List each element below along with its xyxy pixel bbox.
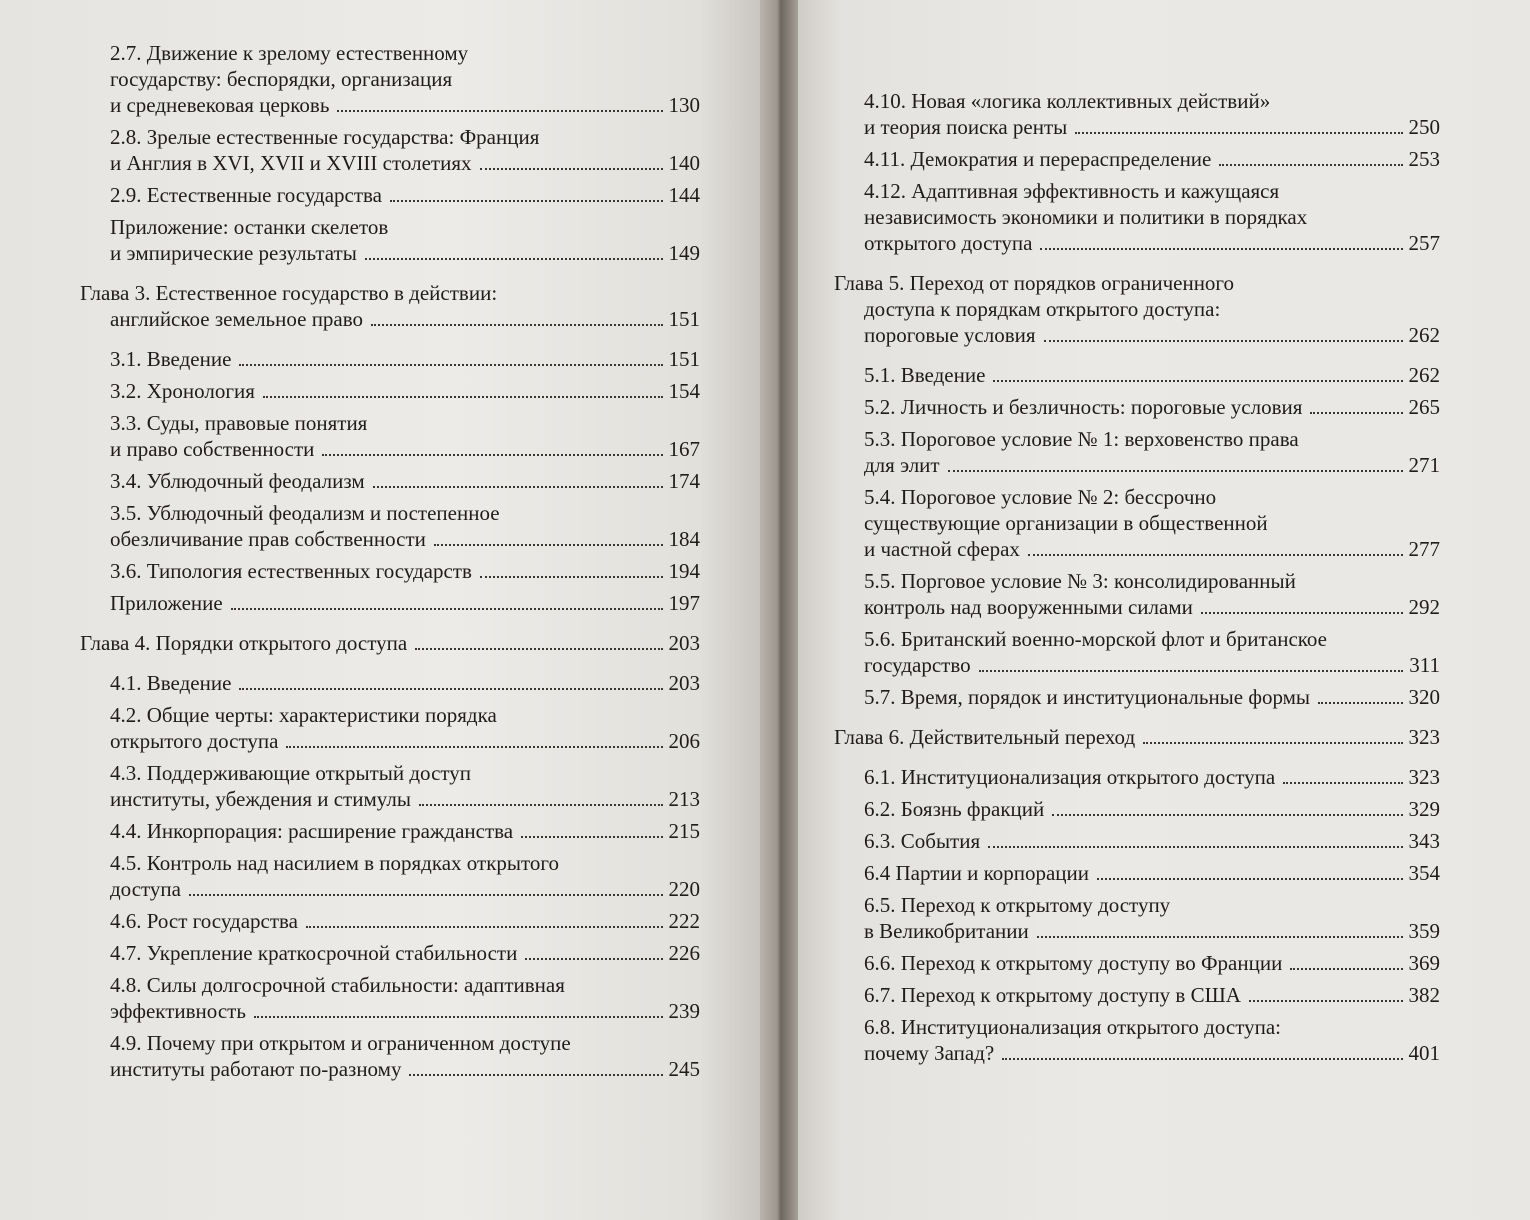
entry-title-line: 3.5. Ублюдочный феодализм и постепенное <box>110 501 500 525</box>
entry-last-line <box>80 306 700 332</box>
toc-section-entry <box>80 702 700 754</box>
page-number: 140 <box>668 151 700 175</box>
entry-title-line: и Англия в XVI, XVII и XVIII столетиях <box>110 151 472 175</box>
entry-title-line: открытого доступа <box>110 729 279 753</box>
entry-last-line <box>110 908 700 934</box>
entry-title-line: 6.4 Партии и корпорации <box>864 861 1090 885</box>
entry-last-line <box>864 594 1440 620</box>
entry-title-line: 6.2. Боязнь фракций <box>864 797 1045 821</box>
entry-title-line: 5.1. Введение <box>864 363 986 387</box>
page-number: 245 <box>668 1057 700 1081</box>
entry-title-line: 3.1. Введение <box>110 347 232 371</box>
entry-title-line: 6.7. Переход к открытому доступу в США <box>864 983 1241 1007</box>
page-number: 265 <box>1408 395 1440 419</box>
entry-last-line <box>110 940 700 966</box>
toc-section-entry <box>834 796 1440 822</box>
toc-section-entry <box>80 670 700 696</box>
toc-section-entry <box>834 684 1440 710</box>
toc-section-entry <box>834 88 1440 140</box>
entry-title-line: 5.5. Порговое условие № 3: консолидированный <box>864 569 1296 593</box>
page-number: 154 <box>668 379 700 403</box>
toc-section-entry <box>80 558 700 584</box>
page-number: 262 <box>1408 363 1440 387</box>
dot-leader <box>1283 782 1402 784</box>
entry-last-line <box>110 1056 700 1082</box>
entry-last-line <box>864 452 1440 478</box>
entry-title-line: 4.3. Поддерживающие открытый доступ <box>110 761 472 785</box>
page-number: 206 <box>668 729 700 753</box>
toc-section-entry <box>834 178 1440 256</box>
page-number: 222 <box>668 909 700 933</box>
entry-title-line: 2.7. Движение к зрелому естественному <box>110 41 469 65</box>
entry-title-line: государство <box>864 653 971 677</box>
entry-title-line: 6.3. События <box>864 829 981 853</box>
entry-title-line: 3.4. Ублюдочный феодализм <box>110 469 365 493</box>
entry-last-line <box>110 468 700 494</box>
dot-leader <box>419 804 663 806</box>
entry-last-line <box>864 114 1440 140</box>
entry-last-line <box>864 394 1440 420</box>
toc-section-entry <box>80 378 700 404</box>
page-number: 271 <box>1408 453 1440 477</box>
entry-last-line <box>110 670 700 696</box>
page-number: 329 <box>1408 797 1440 821</box>
dot-leader <box>239 364 662 366</box>
dot-leader <box>231 608 663 610</box>
toc-section-entry <box>834 568 1440 620</box>
toc-section-entry <box>834 764 1440 790</box>
page-number: 359 <box>1408 919 1440 943</box>
entry-title-line: 4.11. Демократия и перераспределение <box>864 147 1212 171</box>
entry-last-line <box>864 828 1440 854</box>
entry-title-line: Глава 6. Действительный переход <box>834 725 1136 749</box>
entry-last-line <box>110 378 700 404</box>
entry-last-line <box>834 724 1440 750</box>
entry-last-line <box>864 146 1440 172</box>
dot-leader <box>409 1074 662 1076</box>
page-number: 257 <box>1408 231 1440 255</box>
entry-title-line: 3.6. Типология естественных государств <box>110 559 472 583</box>
entry-last-line <box>80 630 700 656</box>
entry-title-line: и средневековая церковь <box>110 93 330 117</box>
dot-leader <box>306 926 663 928</box>
entry-title-line: и эмпирические результаты <box>110 241 357 265</box>
entry-title-line: государству: беспорядки, организация <box>110 67 453 91</box>
toc-section-entry <box>834 860 1440 886</box>
entry-title-line: доступа <box>110 877 181 901</box>
toc-section-entry <box>80 468 700 494</box>
entry-last-line <box>110 526 700 552</box>
page-number: 213 <box>668 787 700 811</box>
toc-section-entry <box>834 362 1440 388</box>
dot-leader <box>1143 742 1402 744</box>
toc-section-entry <box>834 484 1440 562</box>
entry-title-line: 5.7. Время, порядок и институциональные формы <box>864 685 1311 709</box>
toc-section-entry <box>80 1030 700 1082</box>
entry-title-line: 6.8. Институционализация открытого доступа: <box>864 1015 1282 1039</box>
page-number: 167 <box>668 437 700 461</box>
entry-title-line: для элит <box>864 453 940 477</box>
entry-title-line: институты работают по-разному <box>110 1057 402 1081</box>
dot-leader <box>1310 412 1402 414</box>
dot-leader <box>415 648 662 650</box>
dot-leader <box>1052 814 1402 816</box>
entry-last-line <box>864 918 1440 944</box>
page-number: 262 <box>1408 323 1440 347</box>
page-number: 197 <box>668 591 700 615</box>
toc-section-entry <box>834 626 1440 678</box>
toc-section-entry <box>834 426 1440 478</box>
page-number: 292 <box>1408 595 1440 619</box>
entry-title-line: обезличивание прав собственности <box>110 527 426 551</box>
entry-title-line: 5.6. Британский военно-морской флот и британское <box>864 627 1327 651</box>
dot-leader <box>390 200 663 202</box>
entry-title-line: 2.8. Зрелые естественные государства: Франция <box>110 125 540 149</box>
dot-leader <box>1249 1000 1403 1002</box>
entry-last-line <box>864 982 1440 1008</box>
book-gutter <box>760 0 798 1220</box>
toc-chapter-entry <box>834 724 1440 750</box>
entry-title-line: 2.9. Естественные государства <box>110 183 382 207</box>
entry-title-line: эффективность <box>110 999 246 1023</box>
dot-leader <box>480 168 663 170</box>
page-number: 239 <box>668 999 700 1023</box>
page-number: 401 <box>1408 1041 1440 1065</box>
toc-section-entry <box>80 590 700 616</box>
dot-leader <box>948 470 1403 472</box>
entry-last-line <box>864 536 1440 562</box>
dot-leader <box>263 396 663 398</box>
toc-chapter-entry <box>80 280 700 332</box>
entry-last-line <box>110 436 700 462</box>
toc-section-entry <box>80 818 700 844</box>
toc-section-entry <box>80 500 700 552</box>
page-number: 149 <box>668 241 700 265</box>
page-number: 323 <box>1408 765 1440 789</box>
dot-leader <box>1318 702 1402 704</box>
toc-section-entry <box>80 972 700 1024</box>
page-number: 215 <box>668 819 700 843</box>
entry-last-line <box>110 876 700 902</box>
entry-title-line: 6.5. Переход к открытому доступу <box>864 893 1171 917</box>
dot-leader <box>365 258 663 260</box>
toc-chapter-entry <box>834 270 1440 348</box>
toc-section-entry <box>80 760 700 812</box>
toc-chapter-entry <box>80 630 700 656</box>
entry-last-line <box>110 590 700 616</box>
dot-leader <box>286 746 662 748</box>
entry-title-line: и право собственности <box>110 437 315 461</box>
entry-title-line: 4.2. Общие черты: характеристики порядка <box>110 703 497 727</box>
entry-title-line: английское земельное право <box>110 307 364 331</box>
entry-last-line <box>110 240 700 266</box>
toc-section-entry <box>834 950 1440 976</box>
entry-title-line: 4.5. Контроль над насилием в порядках открытого <box>110 851 560 875</box>
entry-title-line: 4.7. Укрепление краткосрочной стабильности <box>110 941 518 965</box>
entry-last-line <box>110 818 700 844</box>
page-number: 369 <box>1408 951 1440 975</box>
page-number: 311 <box>1409 653 1440 677</box>
dot-leader <box>1075 132 1402 134</box>
entry-title-line: контроль над вооруженными силами <box>864 595 1193 619</box>
entry-title-line: доступа к порядкам открытого доступа: <box>864 297 1221 321</box>
dot-leader <box>373 486 663 488</box>
entry-title-line: пороговые условия <box>864 323 1036 347</box>
page-number: 343 <box>1408 829 1440 853</box>
toc-section-entry <box>80 214 700 266</box>
dot-leader <box>1097 878 1402 880</box>
dot-leader <box>988 846 1402 848</box>
entry-title-line: 4.9. Почему при открытом и ограниченном доступе <box>110 1031 571 1055</box>
right-page <box>798 0 1530 1220</box>
toc-section-entry <box>80 40 700 118</box>
toc-section-entry <box>834 828 1440 854</box>
dot-leader <box>1028 554 1403 556</box>
dot-leader <box>480 576 663 578</box>
entry-last-line <box>110 558 700 584</box>
entry-title-line: и теория поиска ренты <box>864 115 1068 139</box>
page-number: 151 <box>668 307 700 331</box>
page-number: 203 <box>668 631 700 655</box>
dot-leader <box>993 380 1402 382</box>
entry-last-line <box>110 728 700 754</box>
entry-last-line <box>864 652 1440 678</box>
toc-section-entry <box>834 146 1440 172</box>
entry-title-line: Глава 5. Переход от порядков ограниченного <box>834 271 1235 295</box>
page-number: 184 <box>668 527 700 551</box>
dot-leader <box>254 1016 663 1018</box>
entry-title-line: почему Запад? <box>864 1041 995 1065</box>
entry-title-line: 4.4. Инкорпорация: расширение гражданства <box>110 819 514 843</box>
dot-leader <box>322 454 662 456</box>
page-number: 382 <box>1408 983 1440 1007</box>
entry-last-line <box>110 346 700 372</box>
entry-last-line <box>110 786 700 812</box>
toc-section-entry <box>80 850 700 902</box>
entry-title-line: существующие организации в общественной <box>864 511 1268 535</box>
entry-last-line <box>110 92 700 118</box>
page-number: 277 <box>1408 537 1440 561</box>
page-number: 250 <box>1408 115 1440 139</box>
page-number: 130 <box>668 93 700 117</box>
toc-list-right <box>834 88 1440 1066</box>
toc-section-entry <box>80 940 700 966</box>
dot-leader <box>434 544 663 546</box>
dot-leader <box>371 324 662 326</box>
dot-leader <box>1201 612 1403 614</box>
toc-section-entry <box>80 124 700 176</box>
page-number: 203 <box>668 671 700 695</box>
entry-title-line: Приложение: останки скелетов <box>110 215 389 239</box>
page-number: 323 <box>1408 725 1440 749</box>
entry-title-line: 4.10. Новая «логика коллективных действий» <box>864 89 1271 113</box>
entry-last-line <box>864 860 1440 886</box>
dot-leader <box>1219 164 1402 166</box>
dot-leader <box>1290 968 1402 970</box>
toc-section-entry <box>80 346 700 372</box>
entry-last-line <box>864 684 1440 710</box>
dot-leader <box>1037 936 1403 938</box>
dot-leader <box>189 894 663 896</box>
toc-list-left <box>80 40 700 1082</box>
entry-last-line <box>864 950 1440 976</box>
toc-section-entry <box>80 908 700 934</box>
entry-title-line: 6.1. Институционализация открытого доступа <box>864 765 1276 789</box>
dot-leader <box>337 110 662 112</box>
entry-title-line: Приложение <box>110 591 223 615</box>
left-page <box>0 0 760 1220</box>
dot-leader <box>521 836 662 838</box>
entry-last-line <box>110 182 700 208</box>
entry-last-line <box>864 796 1440 822</box>
entry-last-line <box>864 764 1440 790</box>
entry-title-line: 4.6. Рост государства <box>110 909 298 933</box>
entry-title-line: 3.3. Суды, правовые понятия <box>110 411 368 435</box>
entry-title-line: Глава 4. Порядки открытого доступа <box>80 631 408 655</box>
dot-leader <box>979 670 1404 672</box>
entry-title-line: независимость экономики и политики в порядках <box>864 205 1308 229</box>
entry-title-line: 3.2. Хронология <box>110 379 255 403</box>
toc-section-entry <box>80 182 700 208</box>
toc-section-entry <box>834 892 1440 944</box>
entry-title-line: в Великобритании <box>864 919 1029 943</box>
dot-leader <box>1002 1058 1402 1060</box>
entry-title-line: 4.1. Введение <box>110 671 232 695</box>
entry-title-line: 5.4. Пороговое условие № 2: бессрочно <box>864 485 1217 509</box>
entry-title-line: 4.12. Адаптивная эффективность и кажущаяся <box>864 179 1280 203</box>
dot-leader <box>1044 340 1403 342</box>
entry-title-line: Глава 3. Естественное государство в действии: <box>80 281 498 305</box>
entry-last-line <box>864 1040 1440 1066</box>
page-number: 320 <box>1408 685 1440 709</box>
entry-last-line <box>864 230 1440 256</box>
entry-last-line <box>110 150 700 176</box>
toc-section-entry <box>834 982 1440 1008</box>
entry-title-line: 5.3. Пороговое условие № 1: верховенство права <box>864 427 1299 451</box>
dot-leader <box>239 688 662 690</box>
page-number: 253 <box>1408 147 1440 171</box>
page-number: 354 <box>1408 861 1440 885</box>
entry-title-line: и частной сферах <box>864 537 1020 561</box>
entry-title-line: институты, убеждения и стимулы <box>110 787 411 811</box>
entry-last-line <box>834 322 1440 348</box>
toc-section-entry <box>80 410 700 462</box>
toc-section-entry <box>834 1014 1440 1066</box>
page-number: 151 <box>668 347 700 371</box>
entry-last-line <box>110 998 700 1024</box>
page-number: 144 <box>668 183 700 207</box>
entry-title-line: открытого доступа <box>864 231 1033 255</box>
entry-title-line: 6.6. Переход к открытому доступу во Франции <box>864 951 1283 975</box>
entry-title-line: 5.2. Личность и безличность: пороговые условия <box>864 395 1303 419</box>
page-number: 220 <box>668 877 700 901</box>
dot-leader <box>525 958 662 960</box>
toc-section-entry <box>834 394 1440 420</box>
entry-title-line: 4.8. Силы долгосрочной стабильности: адаптивная <box>110 973 565 997</box>
page-number: 174 <box>668 469 700 493</box>
entry-last-line <box>864 362 1440 388</box>
page-number: 194 <box>668 559 700 583</box>
page-number: 226 <box>668 941 700 965</box>
dot-leader <box>1040 248 1402 250</box>
